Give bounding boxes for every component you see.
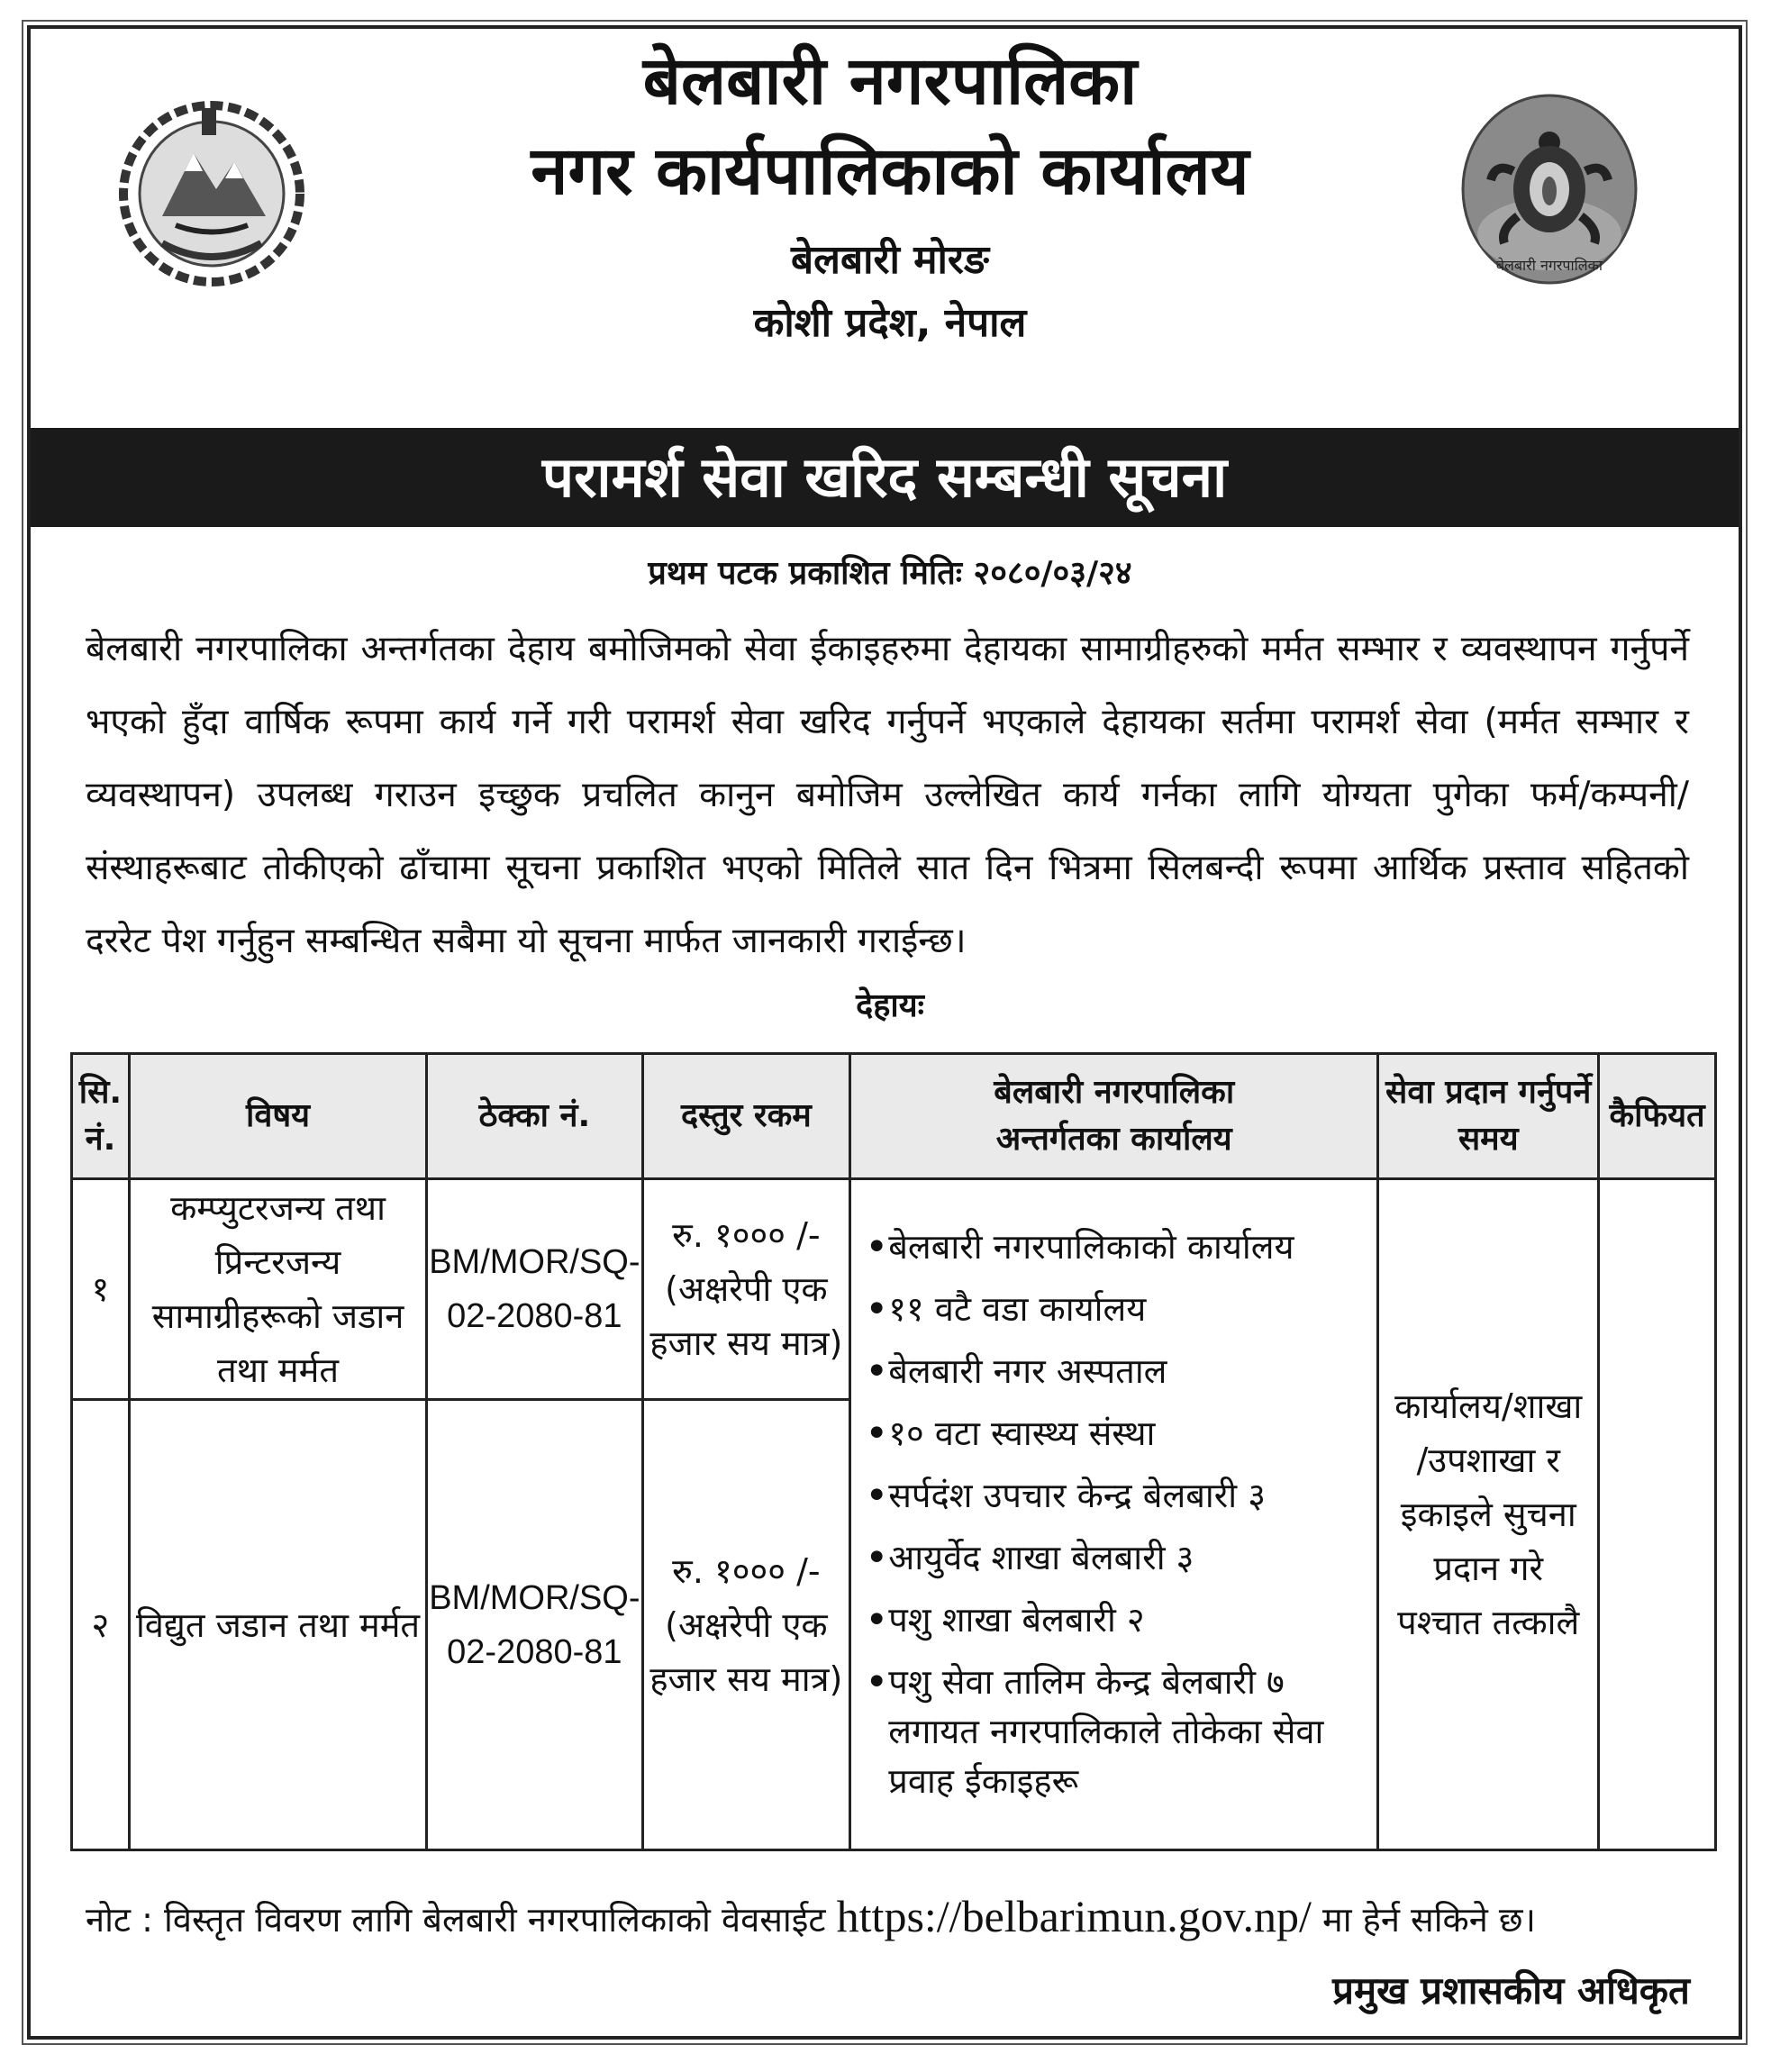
header-contract: ठेक्का नं.: [427, 1054, 642, 1179]
remarks-cell: [1599, 1179, 1716, 1850]
header-sn: सि. नं.: [72, 1054, 130, 1179]
services-table: [70, 1052, 1717, 1851]
offices-cell: [850, 1179, 1378, 1850]
header-office-line2: अन्तर्गतका कार्यालय: [995, 1121, 1232, 1158]
row-contract: BM/MOR/SQ-02-2080-81: [427, 1179, 642, 1400]
note-suffix: मा हेर्न सकिने छ।: [1322, 1900, 1536, 1940]
notice-banner: परामर्श सेवा खरिद सम्बन्धी सूचना: [31, 428, 1739, 527]
header-time: सेवा प्रदान गर्नुपर्ने समय: [1378, 1054, 1599, 1179]
table-row: [72, 1179, 1716, 1400]
address-line-2: कोशी प्रदेश, नेपाल: [753, 300, 1027, 346]
service-time-cell: कार्यालय/शाखा /उपशाखा र इकाइले सुचना प्रदान गरे पश्चात तत्कालै: [1378, 1179, 1599, 1850]
schedule-heading: देहायः: [856, 987, 924, 1024]
list-item: • आयुर्वेद शाखा बेलबारी ३: [865, 1533, 1368, 1583]
list-item: • १० वटा स्वास्थ्य संस्था: [865, 1409, 1368, 1459]
list-item: • बेलबारी नगरपालिकाको कार्यालय: [865, 1222, 1368, 1272]
table-header-row: [72, 1054, 1716, 1179]
office-title: नगर कार्यपालिकाको कार्यालय: [531, 132, 1249, 210]
address-line-1: बेलबारी मोरङ: [791, 237, 989, 283]
header-office-line1: बेलबारी नगरपालिका: [994, 1074, 1235, 1111]
list-item: • बेलबारी नगर अस्पताल: [865, 1347, 1368, 1396]
website-link[interactable]: https://belbarimun.gov.np/: [836, 1891, 1312, 1941]
header-remarks: कैफियत: [1599, 1054, 1716, 1179]
notice-paragraph: बेलबारी नगरपालिका अन्तर्गतका देहाय बमोजिमको सेवा ईकाइहरुमा देहायका सामाग्रीहरुको मर्मत सम्भार र व्यवस्थापन गर्नुपर्ने भएको हुँदा वार्षिक रूपमा कार्य गर्ने गरी परामर्श सेवा खरिद गर्नुपर्ने भएकाले देहायका सर्तमा परामर्श सेवा (मर्मत सम्भार र व्यवस्थापन) उपलब्ध गराउन इच्छुक प्रचलित कानुन बमोजिम उल्लेखित कार्य गर्नका लागि योग्यता पुगेका फर्म/कम्पनी/संस्थाहरूबाट तोकीएको ढाँचामा सूचना प्रकाशित भएको मितिले सात दिन भित्रमा सिलबन्दी रूपमा आर्थिक प्रस्ताव सहितको दररेट पेश गर्नुहुन सम्बन्धित सबैमा यो सूचना मार्फत जानकारी गराईन्छ।: [86, 629, 1689, 961]
list-item: • पशु शाखा बेलबारी २: [865, 1595, 1368, 1645]
publish-date: प्रथम पटक प्रकाशित मितिः २०८०/०३/२४: [648, 555, 1132, 592]
offices-list: [852, 1203, 1376, 1826]
row-contract: BM/MOR/SQ-02-2080-81: [427, 1400, 642, 1850]
list-item: • सर्पदंश उपचार केन्द्र बेलबारी ३: [865, 1471, 1368, 1521]
svg-text:बेलबारी नगरपालिका: बेलबारी नगरपालिका: [1495, 257, 1603, 274]
row-fee: रु. १००० /- (अक्षरेपी एक हजार सय मात्र): [642, 1179, 850, 1400]
header-fee: दस्तुर रकम: [642, 1054, 850, 1179]
header: [0, 36, 1780, 355]
row-subject: कम्प्युटरजन्य तथा प्रिन्टरजन्य सामाग्रीहरूको जडान तथा मर्मत: [129, 1179, 426, 1400]
row-subject: विद्युत जडान तथा मर्मत: [129, 1400, 426, 1850]
row-sn: १: [72, 1179, 130, 1400]
header-office: [850, 1054, 1378, 1179]
website-note: [86, 1890, 1536, 1942]
list-item: • पशु सेवा तालिम केन्द्र बेलबारी ७ लगायत नगरपालिकाले तोकेका सेवा प्रवाह ईकाइहरू: [865, 1658, 1368, 1806]
header-subject: विषय: [129, 1054, 426, 1179]
municipality-title: बेलबारी नगरपालिका: [642, 42, 1138, 120]
row-fee: रु. १००० /- (अक्षरेपी एक हजार सय मात्र): [642, 1400, 850, 1850]
list-item: • ११ वटै वडा कार्यालय: [865, 1285, 1368, 1334]
note-prefix: नोट : विस्तृत विवरण लागि बेलबारी नगरपालिकाको वेवसाईट: [86, 1900, 826, 1940]
row-sn: २: [72, 1400, 130, 1850]
signatory-title: प्रमुख प्रशासकीय अधिकृत: [1332, 1968, 1690, 2013]
